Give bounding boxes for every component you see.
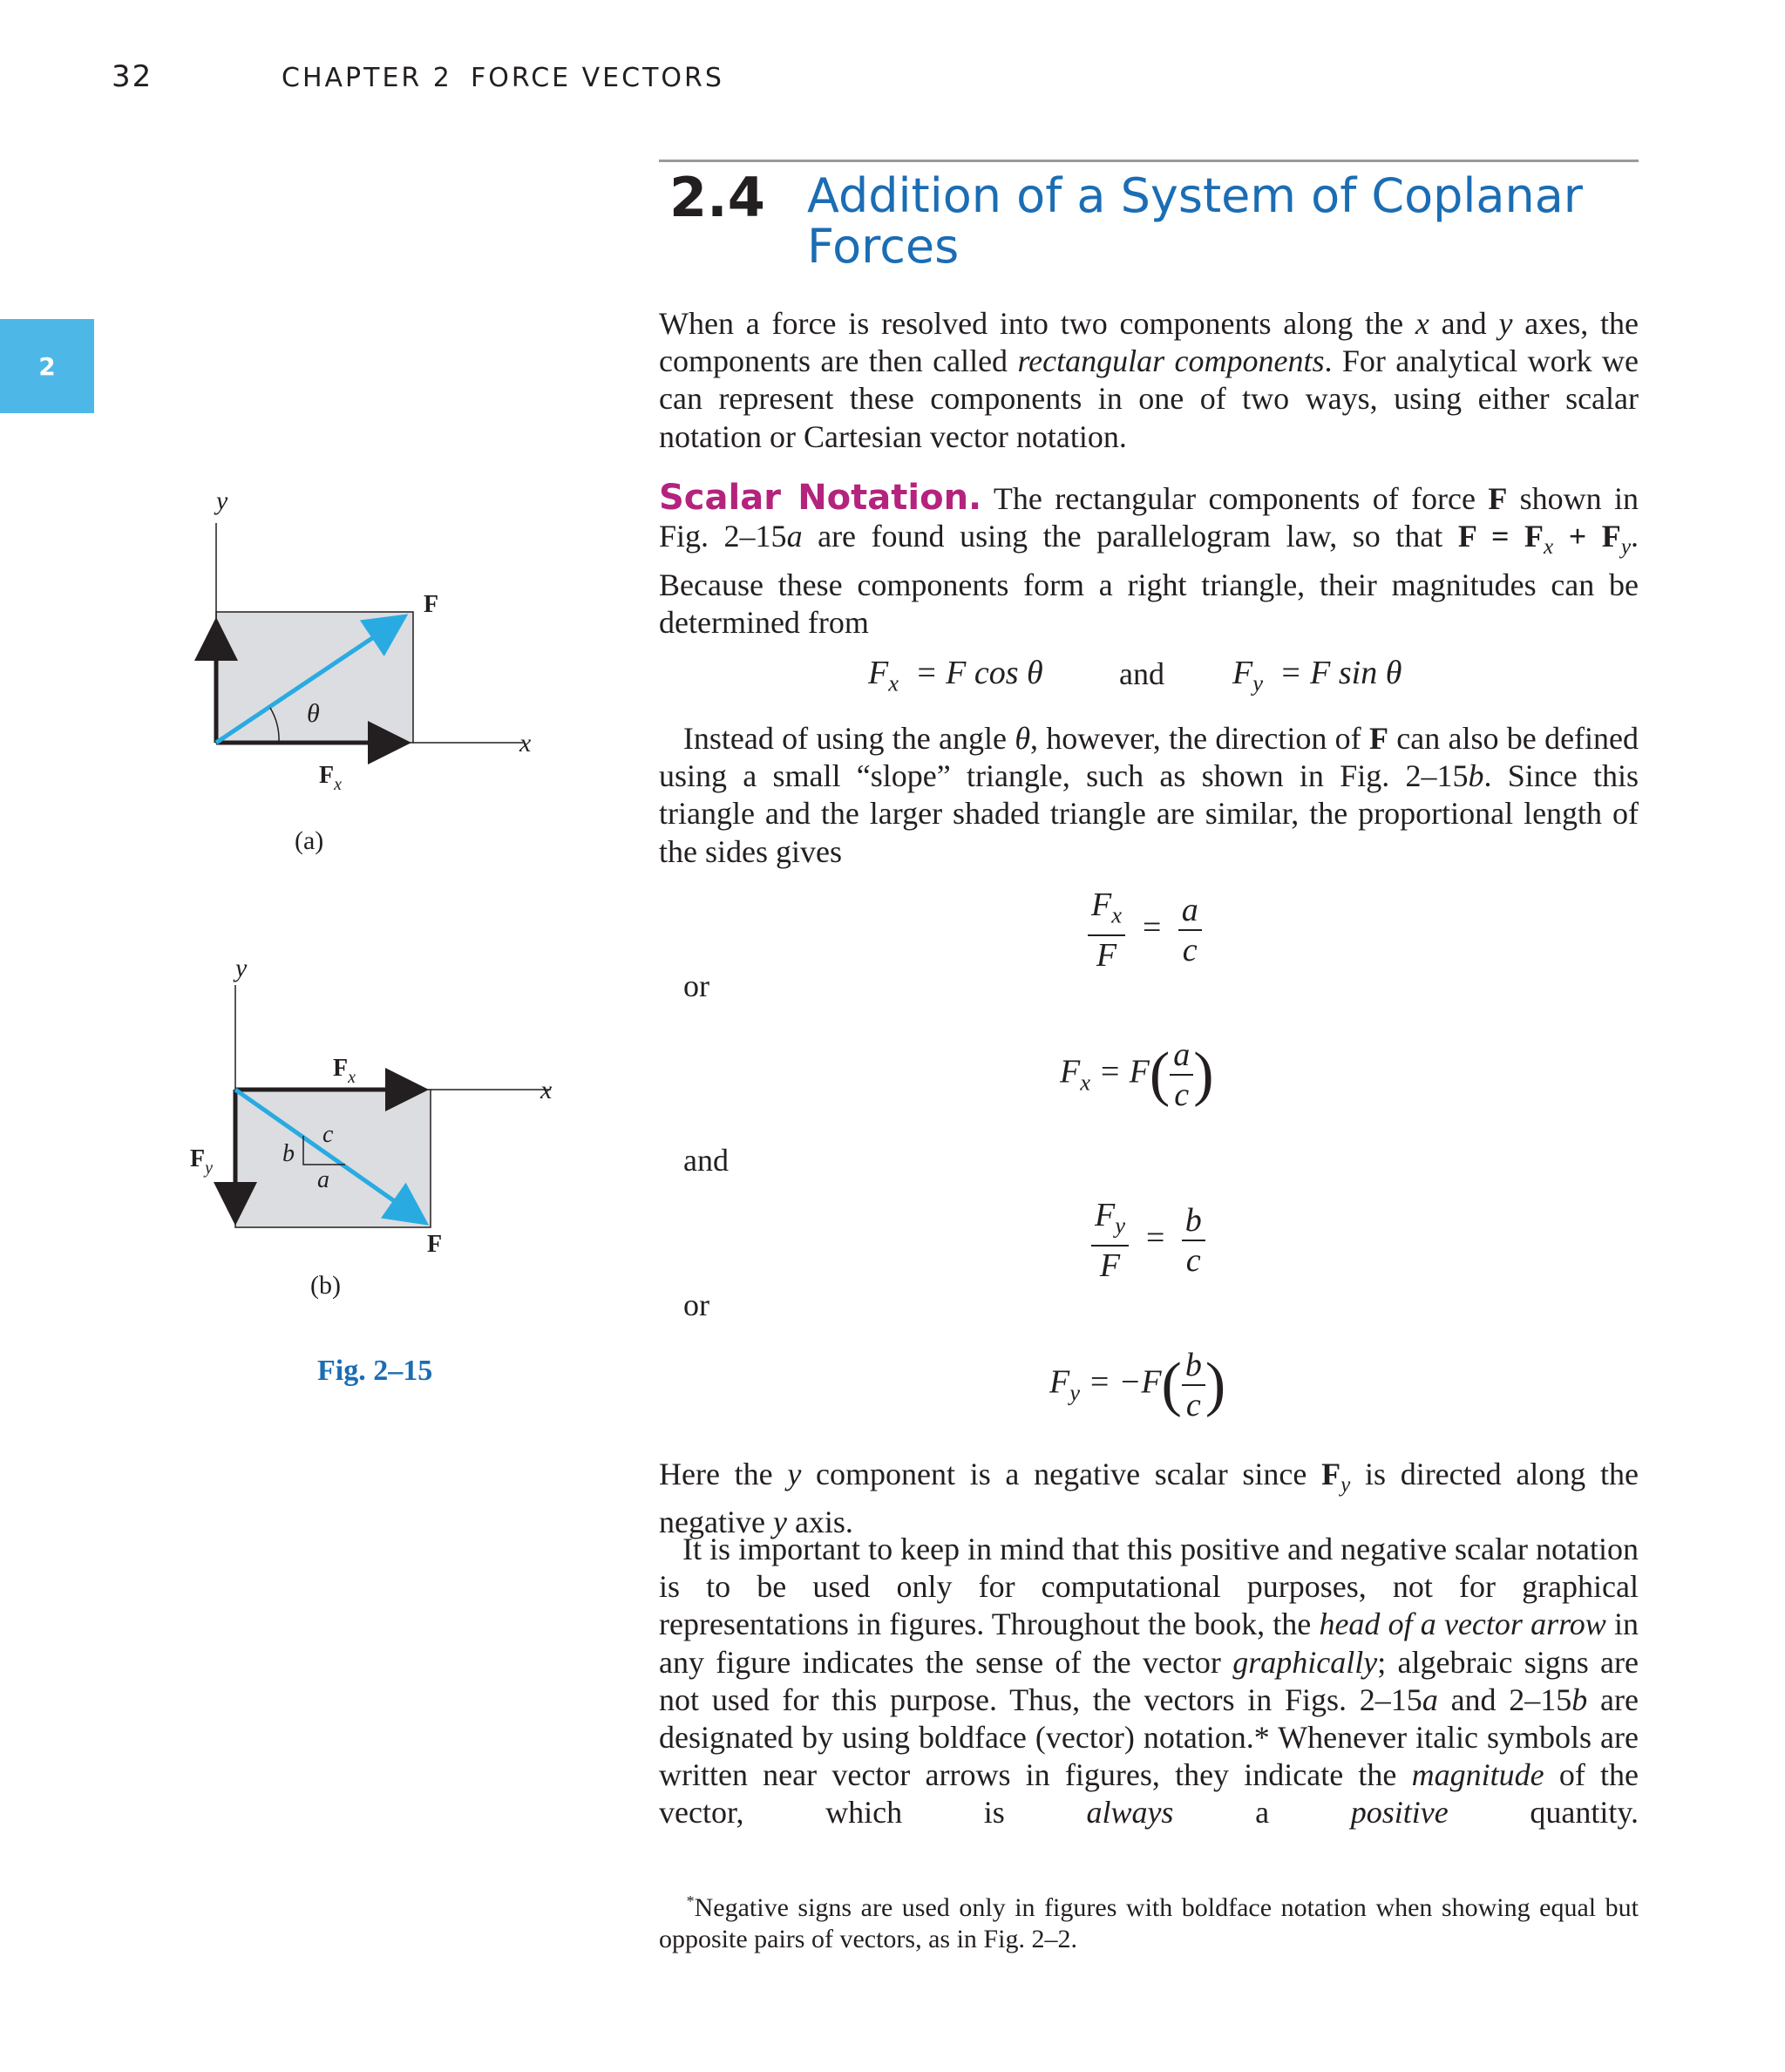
equation-fy: $F_y = -F$( $\frac{b}{c}$ ) — [1049, 1347, 1226, 1423]
fig-b-fx-label: $F_x$ — [333, 1055, 356, 1087]
and-word: and — [683, 1143, 729, 1178]
fig-a-f-label: F — [424, 591, 439, 618]
chapter-tab: 2 — [0, 319, 94, 413]
equation-fx: $F_x = F$( $\frac{a}{c}$ ) — [1060, 1036, 1214, 1113]
fig-a-caption: (a) — [295, 826, 324, 855]
or-word-1: or — [683, 968, 709, 1003]
running-head-title: FORCE VECTORS — [471, 63, 724, 93]
figure-label: Fig. 2–15 — [317, 1355, 433, 1387]
intro-paragraph: When a force is resolved into two components along the x and y axes, the components are then called rectangular components. For analytical work we can represent these components in one of two ways, using either scalar notation or Cartesian vector notation. — [659, 306, 1639, 454]
section-rule — [659, 160, 1639, 162]
scalar-notation-paragraph: Scalar Notation. The rectangular components of force F shown in Fig. 2–15a are found using the parallelogram law, so that $F = F_x + F_y$. Because these components form a right triangle, their magnitudes can be determined from — [659, 478, 1639, 640]
scalar-notation-heading: Scalar Notation. — [659, 478, 982, 518]
fig-a-theta-label: θ — [307, 699, 320, 728]
running-head-chapter: CHAPTER 2 — [282, 63, 452, 93]
fig-a-x-label: x — [519, 729, 532, 757]
fig-b-x-label: x — [540, 1076, 553, 1104]
fig-b-fy-label: $F_y$ — [190, 1145, 213, 1178]
notation-paragraph: It is important to keep in mind that this positive and negative scalar notation is to be used only for computational purposes, not for graphical representations in figures. Throughout the book, the head of a vector arrow in any figure indicates the sense of the vector graphically; algebraic signs are not used for this purpose. Thus, the vectors in Figs. 2–15a and 2–15b are designated by using boldface (vector) notation.* Whenever italic symbols are written near vector arrows in figures, they indicate the magnitude of the vector, which is always a positive quantity. — [659, 1532, 1639, 1831]
figure-2-15b — [174, 959, 575, 1325]
fig-b-caption: (b) — [310, 1271, 341, 1300]
fig-a-y-label: y — [216, 488, 228, 515]
fig-a-fx-label: $F_x$ — [319, 762, 342, 794]
footnote: *Negative signs are used only in figures with boldface notation when showing equal but opposite pairs of vectors, as in Fig. 2–2. — [659, 1892, 1639, 1953]
equation-ratio-x: $\frac{F_x}{F}$ = $\frac{a}{c}$ — [1088, 886, 1202, 975]
fig-b-a-label: a — [317, 1166, 329, 1193]
equation-components: $F_x = F$ cos θ — [868, 655, 1043, 696]
figure-2-15a — [174, 488, 575, 872]
fig-b-y-label: y — [235, 959, 248, 982]
equation-and: and — [1119, 656, 1164, 691]
section-number: 2.4 — [669, 166, 765, 229]
equation-components-y: $F_y = F$ sin θ — [1232, 655, 1402, 696]
section-title: Addition of a System of Coplanar Forces — [807, 168, 1583, 274]
fig-b-c-label: c — [322, 1121, 334, 1148]
fig-b-f-label: F — [427, 1231, 443, 1258]
or-word-2: or — [683, 1287, 709, 1322]
fig-b-b-label: b — [282, 1140, 295, 1167]
slope-paragraph: Instead of using the angle θ, however, the direction of F can also be defined using a small “slope” triangle, such as shown in Fig. 2–15b. Since this triangle and the larger shaded triangle are similar, the proportional length of the sides gives — [659, 721, 1639, 869]
equation-ratio-y: $\frac{F_y}{F}$ = $\frac{b}{c}$ — [1091, 1196, 1205, 1285]
page-number: 32 — [112, 59, 153, 94]
negative-scalar-paragraph: Here the y component is a negative scalar since $F_y$ is directed along the negative y axis. — [659, 1457, 1639, 1540]
